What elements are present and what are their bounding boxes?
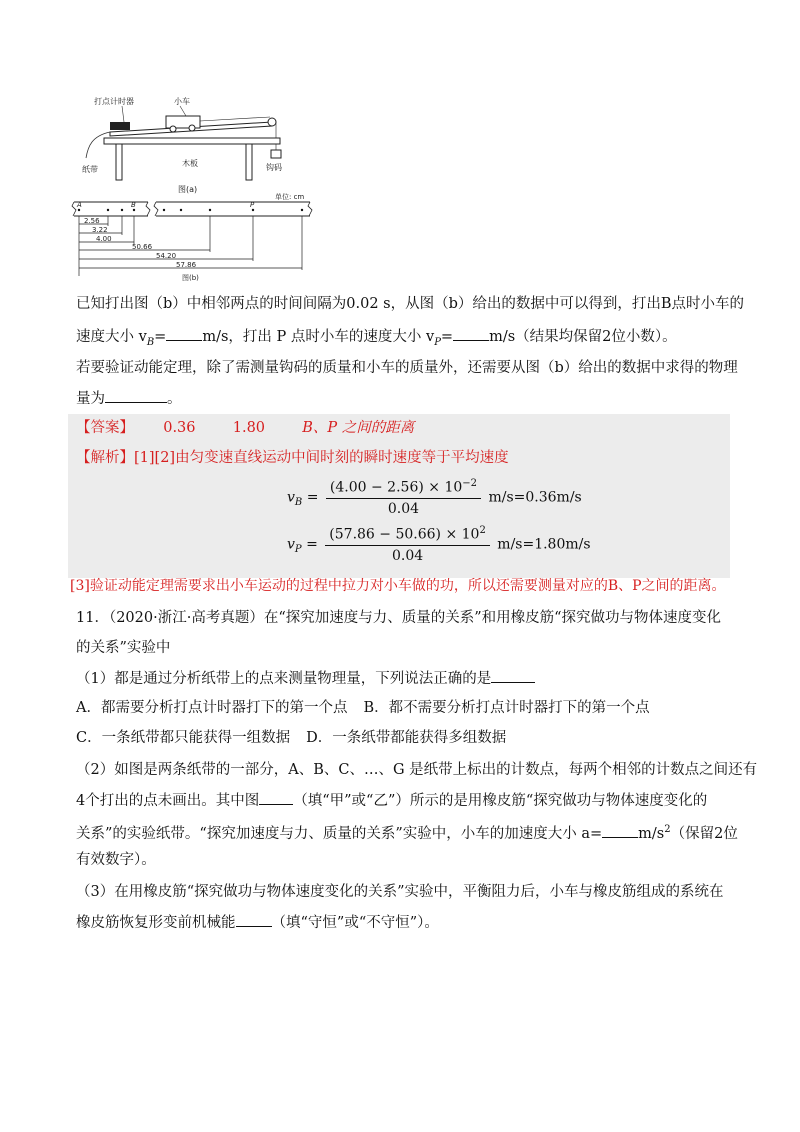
q11-energy-blank[interactable] bbox=[236, 912, 272, 927]
analysis-text: [1][2]由匀变速直线运动中间时刻的瞬时速度等于平均速度 bbox=[134, 450, 509, 466]
distance-6: 57.86 bbox=[176, 261, 197, 269]
vp-answer-blank[interactable] bbox=[453, 326, 489, 341]
answer-v3: B、P 之间的距离 bbox=[302, 420, 415, 436]
q11-line9: （3）在用橡皮筋“探究做功与物体速度变化的关系”实验中，平衡阻力后，小车与橡皮筋组成的系统在 bbox=[76, 884, 724, 900]
q11-options-ab bbox=[76, 698, 650, 718]
q10-line4: 量为 。 bbox=[76, 388, 182, 409]
weight-label: 钩码 bbox=[266, 163, 282, 172]
point-a-label: A bbox=[77, 201, 82, 209]
q10-line2: 速度大小 $v_B= m/s$，打出 P 点时小车的速度大小 $v_P= m/s$（结果均保留2位小数）。 bbox=[76, 326, 677, 353]
distance-4: 50.66 bbox=[132, 243, 153, 251]
answer-label: 【答案】 bbox=[76, 420, 134, 436]
q11-line10: 橡皮筋恢复形变前机械能 （填“守恒”或“不守恒”）。 bbox=[76, 912, 439, 933]
q11-line1: 11．（2020·浙江·高考真题）在“探究加速度与力、质量的关系”和用橡皮筋“探究做功与物体速度变化 bbox=[76, 610, 722, 626]
q11-line3: （1）都是通过分析纸带上的点来测量物理量，下列说法正确的是 bbox=[76, 668, 535, 689]
q11-acceleration-blank[interactable] bbox=[602, 823, 638, 838]
distance-1: 2.56 bbox=[84, 217, 100, 225]
distance-5: 54.20 bbox=[156, 252, 177, 260]
apparatus-figure bbox=[82, 92, 312, 200]
paper-tape-figure bbox=[70, 190, 315, 282]
tape-label: 纸带 bbox=[82, 165, 98, 174]
q10-line3: 若要验证动能定理，除了需测量钩码的质量和小车的质量外，还需要从图（b）给出的数据中求得的物理 bbox=[76, 360, 738, 376]
q11-line8: 有效数字）。 bbox=[76, 852, 156, 868]
option-d: D．一条纸带都能获得多组数据 bbox=[306, 730, 507, 746]
analysis-conclusion: [3]验证动能定理需要求出小车运动的过程中拉力对小车做的功，所以还需要测量对应的B、P之间的距离。 bbox=[70, 578, 726, 594]
pulley bbox=[268, 118, 276, 126]
timer-label: 打点计时器 bbox=[94, 97, 134, 106]
figure-b-caption: 图(b) bbox=[182, 274, 199, 282]
unit-label: 单位: cm bbox=[275, 193, 305, 201]
q11-part1-blank[interactable] bbox=[491, 668, 535, 683]
point-b-label: B bbox=[131, 201, 136, 209]
answer-line bbox=[76, 418, 414, 438]
formula-vb: $v_B$ = $\frac{(4.00 - 2.56) \times 10^{-2}}{0.04}$ m/s=0.36m/s bbox=[287, 478, 582, 517]
q11-figure-blank[interactable] bbox=[259, 790, 293, 805]
table-top bbox=[104, 138, 280, 144]
board-label: 木板 bbox=[182, 159, 198, 168]
paper-tape bbox=[86, 132, 110, 158]
option-c: C．一条纸带都只能获得一组数据 bbox=[76, 730, 291, 746]
formula-vp: $v_P$ = $\frac{(57.86 - 50.66) \times 10^2}{0.04}$ m/s=1.80m/s bbox=[287, 525, 591, 564]
q10-line1: 已知打出图（b）中相邻两点的时间间隔为0.02 s，从图（b）给出的数据中可以得到，打出B点时小车的 bbox=[76, 296, 745, 312]
option-a: A．都需要分析打点计时器打下的第一个点 bbox=[76, 700, 348, 716]
q11-line6: 4个打出的点未画出。其中图 （填“甲”或“乙”）所示的是用橡皮筋“探究做功与物体速度变化的 bbox=[76, 790, 707, 811]
analysis-label: 【解析】 bbox=[76, 450, 134, 466]
analysis-line bbox=[76, 448, 509, 468]
q11-options-cd bbox=[76, 728, 506, 748]
figure-a-caption: 图(a) bbox=[178, 185, 198, 194]
answer-v2: 1.80 bbox=[232, 420, 266, 436]
q11-line5: （2）如图是两条纸带的一部分，A、B、C、…、G 是纸带上标出的计数点，每两个相邻的计数点之间还有 bbox=[76, 762, 758, 778]
distance-3: 4.00 bbox=[96, 235, 112, 243]
cart-label: 小车 bbox=[174, 97, 190, 106]
answer-v1: 0.36 bbox=[163, 420, 196, 436]
q11-line2: 的关系”实验中 bbox=[76, 640, 171, 656]
option-b: B．都不需要分析打点计时器打下的第一个点 bbox=[363, 700, 650, 716]
distance-2: 3.22 bbox=[92, 226, 108, 234]
point-p-label: P bbox=[250, 201, 255, 209]
vb-answer-blank[interactable] bbox=[166, 326, 202, 341]
timer-device bbox=[110, 122, 130, 130]
quantity-answer-blank[interactable] bbox=[105, 388, 167, 403]
weight bbox=[271, 150, 281, 158]
q11-line7: 关系”的实验纸带。“探究加速度与力、质量的关系”实验中，小车的加速度大小 $a= m/s^2$（保留2位 bbox=[76, 824, 738, 842]
